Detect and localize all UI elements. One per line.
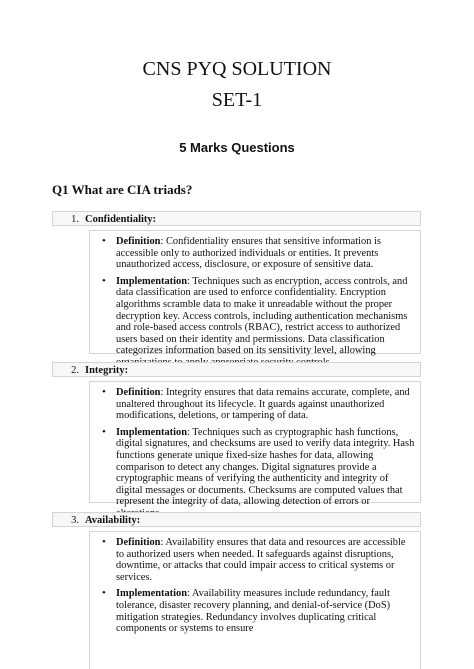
section-number: 3. [71, 515, 79, 526]
item-label: Implementation [116, 275, 187, 287]
list-item [116, 236, 416, 271]
item-text: : Integrity ensures that data remains accurate, complete, and unaltered throughout its lifecycle. It guards against unauthorized modifications, deletions, or tampering of data. [116, 387, 410, 422]
list-item [116, 427, 416, 520]
question-heading: Q1 What are CIA triads? [52, 182, 193, 197]
document-title: CNS PYQ SOLUTION [142, 58, 332, 80]
section-title: Integrity: [85, 365, 129, 376]
list-item [116, 537, 416, 583]
item-text: : Techniques such as cryptographic hash functions, digital signatures, and checksums are used to verify data integrity. Hash functions generate unique fixed-size hashes for data, allowing comparison to detect any changes. Digital signatures provide a cryptographic means of verifying the authenticity and integrity of digital messages or documents. Checksums are computed values that represent the integrity of data, allowing detection of errors or [116, 426, 415, 508]
list-item [116, 276, 416, 369]
item-label: Implementation [116, 426, 187, 438]
section-header-availability [52, 512, 421, 527]
set-title: SET-1 [211, 89, 263, 111]
section-header-confidentiality [52, 211, 421, 226]
item-text: : Techniques such as encryption, access controls, and data classification are used to enforce confidentiality. Encryption algorithms scramble data to make it unreadable without the proper decryption key. Access controls, including authentication mechanisms and role-based access controls (RBAC), restrict access to authorized users based on their identity and permissions. Data classification categorizes information based on its sensitivity level, allowing [116, 275, 408, 357]
section-title: Availability: [85, 515, 141, 526]
section-title: Confidentiality: [85, 214, 157, 225]
section-body-availability [89, 531, 421, 669]
item-label: Definition [116, 236, 161, 247]
list-item [116, 387, 416, 422]
list-item [116, 588, 416, 634]
section-number: 1. [71, 214, 79, 225]
section-body-confidentiality [89, 230, 421, 357]
item-label: Definition [116, 387, 161, 398]
item-text: : Confidentiality ensures that sensitive information is accessible only to authorized individuals or entities. It prevents unauthorized access, disclosure, or exposure of sensitive data. [116, 236, 381, 271]
item-label: Definition [116, 537, 161, 548]
section-number: 2. [71, 365, 79, 376]
item-text: : Availability ensures that data and resources are accessible to authorized users when needed. It safeguards against disruptions, downtime, or attacks that could impair access to critical systems or services. [116, 537, 406, 583]
section-subheading: 5 Marks Questions [179, 140, 295, 155]
item-text: : Availability measures include redundancy, fault tolerance, disaster recovery planning, and denial-of-service (DoS) mitigation strategies. Redundancy involves duplicating critical components or systems to ensure [116, 588, 391, 635]
item-label: Implementation [116, 588, 187, 600]
section-body-integrity [89, 381, 421, 508]
section-header-integrity [52, 362, 421, 377]
